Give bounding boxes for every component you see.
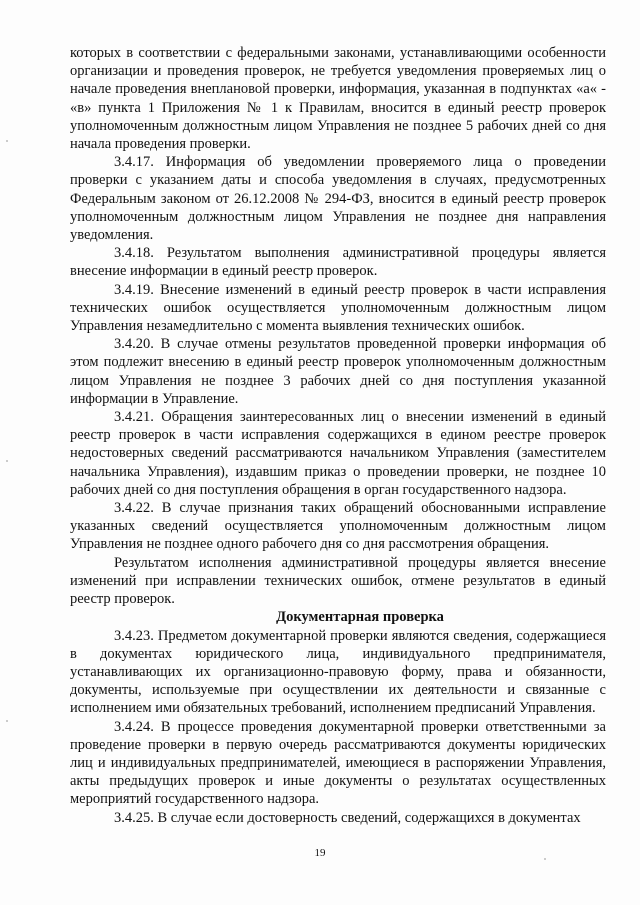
paragraph-continued: которых в соответствии с федеральными законами, устанавливающими особенности организации и проведения проверок, не требуется уведомления проверяемых лиц о начале проведения внеплановой проверки, информация, указанная в подпунктах «а« - «в» пункта 1 Приложения № 1 к Правилам, вносится в единый реестр проверок уполномоченным должностным лицом Управления не позднее 5 рабочих дней со дня начала проведения проверки. — [70, 45, 606, 153]
scan-speck — [6, 720, 8, 722]
paragraph-3-4-25: 3.4.25. В случае если достоверность сведений, содержащихся в документах — [114, 809, 581, 826]
paragraph-3-4-23: 3.4.23. Предметом документарной проверки являются сведения, содержащиеся в документах юридического лица, индивидуального предпринимателя, устанавливающих их организационно-правовую форму, права и обязанности, документы, используемые при осуществлении их деятельности и связанные с исполнением ими обязательных требований, исполнением предписаний Управления. — [70, 627, 606, 717]
scan-speck — [6, 140, 8, 142]
paragraph-3-4-21: 3.4.21. Обращения заинтересованных лиц о внесении изменений в единый реестр проверок в части исправления содержащихся в едином реестре проверок недостоверных сведений рассматриваются начальником Управления (заместителем начальника Управления), издавшим приказ о проведении проверки, не позднее 10 рабочих дней со дня поступления обращения в орган государственного надзора. — [70, 409, 606, 498]
scan-speck — [6, 460, 8, 462]
scan-speck — [544, 858, 546, 860]
page-number: 19 — [314, 847, 326, 859]
paragraph-3-4-18: 3.4.18. Результатом выполнения административной процедуры является внесение информации в единый реестр проверок. — [70, 245, 606, 280]
paragraph-3-4-20: 3.4.20. В случае отмены результатов проведенной проверки информация об этом подлежит внесению в единый реестр проверок уполномоченным должностным лицом Управления не позднее 3 рабочих дней со дня поступления указанной информации в Управление. — [70, 336, 606, 407]
paragraph-3-4-19: 3.4.19. Внесение изменений в единый реестр проверок в части исправления технических ошибок осуществляется уполномоченным должностным лицом Управления незамедлительно с момента выявления технических ошибок. — [70, 281, 606, 335]
paragraph-3-4-17: 3.4.17. Информация об уведомлении проверяемого лица о проведении проверки с указанием даты и способа уведомления в случаях, предусмотренных Федеральным законом от 26.12.2008 № 294-ФЗ, вносится в единый реестр проверок уполномоченным должностным лицом Управления не позднее дня направления уведомления. — [70, 154, 606, 244]
paragraph-3-4-22: 3.4.22. В случае признания таких обращений обоснованными исправление указанных сведений осуществляется уполномоченным должностным лицом Управления не позднее одного рабочего дня со дня рассмотрения обращения. — [70, 500, 606, 553]
paragraph-3-4-24: 3.4.24. В процессе проведения документарной проверки ответственными за проведение проверки в первую очередь рассматриваются документы юридических лиц и индивидуальных предпринимателей, имеющиеся в распоряжении Управления, акты предыдущих проверок и иные документы о результатах осуществленных мероприятий государственного надзора. — [70, 718, 606, 808]
paragraph-result: Результатом исполнения административной процедуры является внесение изменений при исправлении технических ошибок, отмене результатов в единый реестр проверок. — [70, 554, 606, 608]
page-body — [70, 44, 606, 827]
section-heading: Документарная проверка — [276, 609, 444, 626]
